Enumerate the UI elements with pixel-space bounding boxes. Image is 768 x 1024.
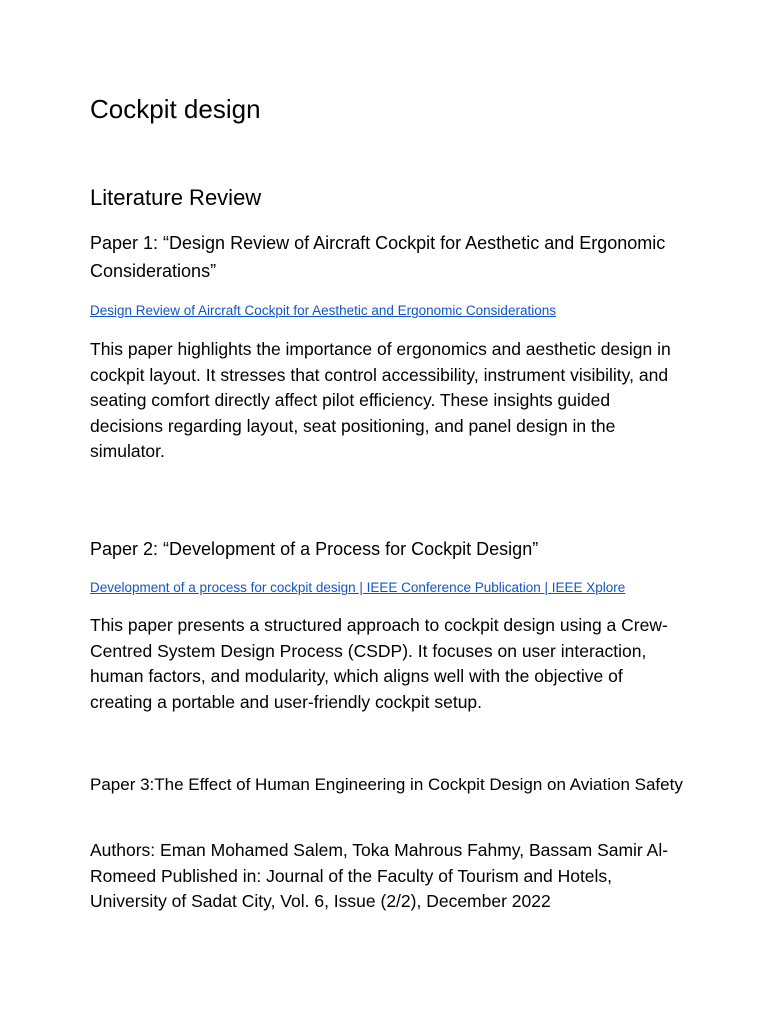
- paper-2-heading: Paper 2: “Development of a Process for Cockpit Design”: [90, 539, 539, 559]
- paper-3-heading: Paper 3:The Effect of Human Engineering in Cockpit Design on Aviation Safety: [90, 775, 683, 794]
- paper-2-summary: This paper presents a structured approach to cockpit design using a Crew-Centred System Design Process (CSDP). It focuses on user interaction, human factors, and modularity, which aligns well with the objective of creating a portable and user-friendly cockpit setup.: [90, 615, 668, 712]
- section-heading-literature-review: Literature Review: [90, 185, 262, 210]
- document-title: Cockpit design: [90, 94, 261, 124]
- paper-1-summary: This paper highlights the importance of ergonomics and aesthetic design in cockpit layout. It stresses that control accessibility, instrument visibility, and seating comfort directly affect pilot efficiency. These insights guided decisions regarding layout, seat positioning, and panel design in the simulator.: [90, 339, 671, 461]
- paper-1-link[interactable]: Design Review of Aircraft Cockpit for Aesthetic and Ergonomic Considerations: [90, 303, 556, 318]
- paper-3-authors: Authors: Eman Mohamed Salem, Toka Mahrous Fahmy, Bassam Samir Al-Romeed Published in: Journal of the Faculty of Tourism and Hotels, University of Sadat City, Vol. 6, Issue (2/2), December 2022: [90, 840, 669, 911]
- paper-2-link[interactable]: Development of a process for cockpit design | IEEE Conference Publication | IEEE Xplore: [90, 580, 626, 595]
- paper-1-heading: Paper 1: “Design Review of Aircraft Cockpit for Aesthetic and Ergonomic Considerations”: [90, 233, 666, 281]
